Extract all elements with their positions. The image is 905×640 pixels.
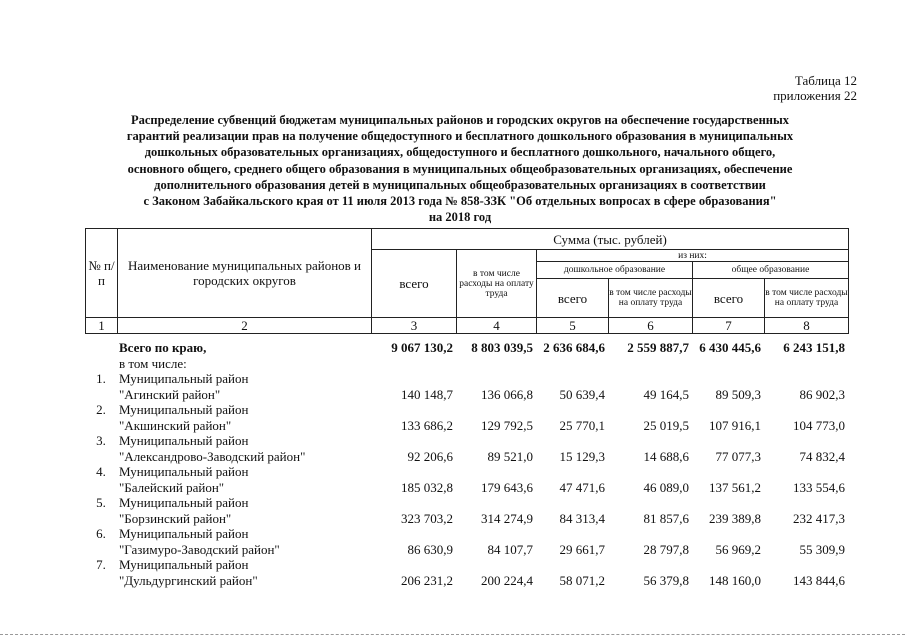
table-row-values [85,480,848,496]
row-name-line2: "Балейский район" [119,479,225,495]
column-number: 2 [118,318,372,334]
row-value: 129 792,5 [481,417,533,433]
table-row [85,402,848,418]
row-value: 28 797,8 [643,541,689,557]
row-value: 58 071,2 [559,572,605,588]
table-row-values [85,418,848,434]
column-number: 3 [372,318,457,334]
header-general-pay: в том числе расходы на оплату труда [765,279,849,318]
row-value: 140 148,7 [401,386,453,402]
row-number: 2. [96,402,106,417]
row-value: 200 224,4 [481,572,533,588]
header-preschool-pay: в том числе расходы на оплату труда [609,279,693,318]
table-row [85,433,848,449]
title-line: с Законом Забайкальского края от 11 июля 2013 года № 858-ЗЗК "Об отдельных вопросах в сфере образования" [143,194,777,209]
header-incl-pay: в том числе расходы на оплату труда [457,250,537,318]
row-name-line1: Муниципальный район [119,557,249,572]
row-value: 25 019,5 [643,417,689,433]
column-number: 5 [537,318,609,334]
header-total: всего [372,250,457,318]
header-general: общее образование [693,262,849,279]
table-row-values [85,511,848,527]
table-row-values [85,573,848,589]
row-name-line2: "Дульдургинский район" [119,572,258,588]
row-value: 81 857,6 [643,510,689,526]
header-of-them: из них: [537,250,849,262]
row-number: 4. [96,464,106,479]
row-name-line2: "Агинский район" [119,386,221,402]
row-number: 7. [96,557,106,572]
row-value: 56 969,2 [715,541,761,557]
table-row [85,371,848,387]
row-value: 86 902,3 [799,386,845,402]
row-value: 92 206,6 [407,448,453,464]
column-number: 8 [765,318,849,334]
row-name-line1: Муниципальный район [119,402,249,417]
row-value: 323 703,2 [401,510,453,526]
summary-value: 8 803 039,5 [471,340,533,355]
row-value: 104 773,0 [793,417,845,433]
header-general-total: всего [693,279,765,318]
title-line: основного общего, среднего общего образования в муниципальных общеобразовательных организациях, обеспечение [127,161,793,176]
row-value: 55 309,9 [799,541,845,557]
row-value: 25 770,1 [559,417,605,433]
column-number: 7 [693,318,765,334]
row-value: 133 554,6 [793,479,845,495]
row-value: 107 916,1 [709,417,761,433]
summary-label: Всего по краю, [119,340,207,355]
row-value: 14 688,6 [643,448,689,464]
caption-table-number: Таблица 12 [794,73,857,88]
table-body [85,340,848,588]
row-value: 137 561,2 [709,479,761,495]
row-name-line2: "Александрово-Заводский район" [119,448,306,464]
row-value: 89 509,3 [715,386,761,402]
row-name-line1: Муниципальный район [119,526,249,541]
table-row-values [85,387,848,403]
row-name-line2: "Борзинский район" [119,510,232,526]
table-row-values [85,542,848,558]
row-name-line1: Муниципальный район [119,433,249,448]
row-value: 15 129,3 [559,448,605,464]
row-value: 84 107,7 [487,541,533,557]
row-value: 314 274,9 [481,510,533,526]
table-row [85,464,848,480]
summary-value: 2 559 887,7 [627,340,689,355]
row-value: 74 832,4 [799,448,845,464]
row-value: 179 643,6 [481,479,533,495]
summary-value: 9 067 130,2 [391,340,453,355]
title-line: дополнительного образования детей в муниципальных общеобразовательных организациях в соответствии [154,177,766,192]
title-line: гарантий реализации прав на получение общедоступного и бесплатного дошкольного образования в муниципальных [126,129,794,144]
summary-value: 6 430 445,6 [699,340,761,355]
row-name-line1: Муниципальный район [119,495,249,510]
row-name-line1: Муниципальный район [119,464,249,479]
row-name-line2: "Газимуро-Заводский район" [119,541,280,557]
row-value: 143 844,6 [793,572,845,588]
title-line: Распределение субвенций бюджетам муниципальных районов и городских округов на обеспечение государственных [130,113,789,127]
table-row [85,495,848,511]
row-number: 5. [96,495,106,510]
row-value: 49 164,5 [643,386,689,402]
row-value: 86 630,9 [407,541,453,557]
row-value: 47 471,6 [559,479,605,495]
row-value: 206 231,2 [401,572,453,588]
table-header [85,228,849,334]
table-row [85,526,848,542]
row-value: 77 077,3 [715,448,761,464]
header-name: Наименование муниципальных районов и городских округов [118,229,372,318]
summary-sub-label: в том числе: [119,355,187,371]
row-value: 133 686,2 [401,417,453,433]
row-value: 232 417,3 [793,510,845,526]
column-number: 4 [457,318,537,334]
table-row [85,557,848,573]
row-number: 1. [96,371,106,386]
row-value: 46 089,0 [643,479,689,495]
header-sum: Сумма (тыс. рублей) [372,229,849,250]
row-value: 185 032,8 [401,479,453,495]
row-number: 6. [96,526,106,541]
row-value: 89 521,0 [487,448,533,464]
table-caption [773,73,857,103]
row-value: 50 639,4 [559,386,605,402]
row-value: 56 379,8 [643,572,689,588]
row-value: 29 661,7 [559,541,605,557]
row-value: 148 160,0 [709,572,761,588]
row-name-line1: Муниципальный район [119,371,249,386]
summary-sub-row [85,356,848,372]
row-value: 136 066,8 [481,386,533,402]
row-name-line2: "Акшинский район" [119,417,232,433]
title-line: дошкольных образовательных организациях, общедоступного и бесплатного дошкольного, начального общего, [144,145,776,160]
summary-row [85,340,848,356]
header-preschool: дошкольное образование [537,262,693,279]
caption-appendix: приложения 22 [773,88,857,103]
row-value: 84 313,4 [559,510,605,526]
header-preschool-total: всего [537,279,609,318]
page-divider [0,634,905,635]
row-number: 3. [96,433,106,448]
row-value: 239 389,8 [709,510,761,526]
summary-value: 6 243 151,8 [783,340,845,355]
table-row-values [85,449,848,465]
header-num: № п/п [86,229,118,318]
column-number: 6 [609,318,693,334]
summary-value: 2 636 684,6 [543,340,605,355]
column-number: 1 [86,318,118,334]
document-title [80,112,840,225]
title-line: на 2018 год [428,210,492,225]
